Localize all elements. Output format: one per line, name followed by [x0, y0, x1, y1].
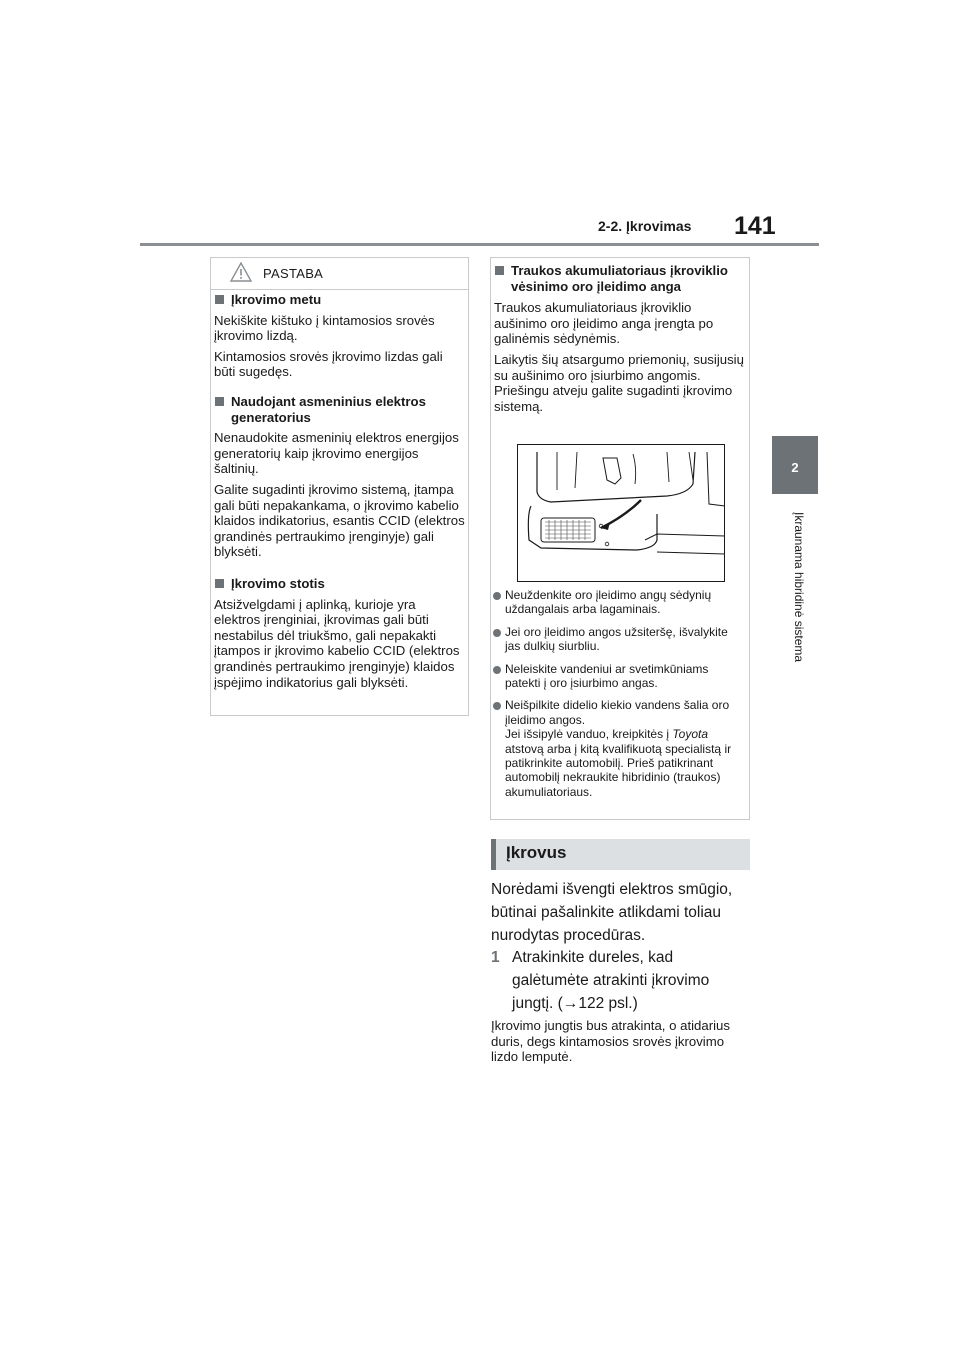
notice-box [210, 257, 469, 716]
air-intake-paragraph: Traukos akumuliatoriaus įkroviklio aušinimo oro įleidimo anga įrengta po galinėmis sėdynėmis. [494, 300, 714, 347]
list-item: Neuždenkite oro įleidimo angų sėdynių uždangalais arba lagaminais. [493, 588, 743, 617]
notice-paragraph: Galite sugadinti įkrovimo sistemą, įtampa gali būti nepakankama, o įkrovimo kabelio klaidos indikatorius, esantis CCID (elektros grandinės pertraukimo įrenginyje) gali blyksėti. [214, 481, 465, 560]
warning-triangle-icon [230, 262, 252, 282]
square-bullet-icon [215, 295, 224, 304]
step-item [491, 946, 753, 1015]
notice-heading: Įkrovimo stotis [213, 576, 465, 592]
circle-bullet-icon [493, 592, 501, 600]
air-intake-heading: Traukos akumuliatoriaus įkroviklio vėsinimo oro įleidimo anga [493, 263, 745, 294]
section-title: 2-2. Įkrovimas [598, 218, 692, 234]
chapter-number: 2 [791, 460, 799, 475]
list-item: Neleiskite vandeniui ar svetimkūniams patekti į oro įsiurbimo angas. [493, 662, 743, 691]
notice-paragraph: Nekiškite kištuko į kintamosios srovės įkrovimo lizdą. [214, 312, 435, 344]
header-rule [140, 243, 819, 246]
list-item: Jei oro įleidimo angos užsiteršę, išvalykite jas dulkių siurbliu. [493, 625, 743, 654]
circle-bullet-icon [493, 629, 501, 637]
air-intake-illustration [517, 444, 725, 582]
notice-section [213, 394, 465, 560]
notice-section [213, 292, 465, 380]
section-header [491, 839, 750, 870]
notice-header [211, 258, 468, 290]
notice-heading: Naudojant asmeninius elektros generatorius [213, 394, 465, 425]
section-header-title: Įkrovus [506, 843, 567, 862]
air-intake-paragraph: Laikytis šių atsargumo priemonių, susijusių su aušinimo oro įsiurbimo angomis. Priešingu atveju galite sugadinti įkrovimo sistemą. [494, 351, 744, 414]
air-intake-notice-box [490, 257, 750, 820]
notice-section [213, 576, 465, 690]
circle-bullet-icon [493, 702, 501, 710]
chapter-title: Įkraunama hibridinė sistema [792, 512, 806, 663]
circle-bullet-icon [493, 666, 501, 674]
square-bullet-icon [215, 397, 224, 406]
notice-heading: Įkrovimo metu [213, 292, 465, 308]
notice-paragraph: Atsižvelgdami į aplinką, kurioje yra elektros įrenginiai, įkrovimas gali būti nestabilus dėl triukšmo, gali nepakakti įtampos ir įkrovimo kabelio CCID (elektros grandinės pertraukimo įrenginyje) klaidos įspėjimo indikatorius gali blyksėti. [214, 596, 460, 690]
square-bullet-icon [495, 266, 504, 275]
notice-paragraph: Kintamosios srovės įkrovimo lizdas gali būti sugedęs. [214, 348, 443, 380]
page-number: 141 [734, 212, 776, 240]
list-item: Neišpilkite didelio kiekio vandens šalia oro įleidimo angos. Jei išsipylė vanduo, kreipkitės į Toyota atstovą arba į kitą kvalifikuotą specialistą ir patikrinkite automobilį. Prieš patikrinant automobilį nekraukite hibridinio (traukos) akumuliatoriaus. [493, 698, 743, 799]
air-intake-section [493, 263, 745, 414]
brand-name: Toyota [672, 727, 709, 742]
step-text: Atrakinkite dureles, kad galėtumėte atrakinti įkrovimo jungtį. (→122 psl.) [512, 949, 710, 1012]
step-note: Įkrovimo jungtis bus atrakinta, o atidarius duris, degs kintamosios srovės įkrovimo lizdo lemputė. [491, 1018, 730, 1065]
step-number: 1 [491, 949, 500, 966]
chapter-tab [772, 436, 818, 494]
intro-paragraph: Norėdami išvengti elektros smūgio, būtinai pašalinkite atlikdami toliau nurodytas procedūras. [491, 881, 733, 944]
notice-paragraph: Nenaudokite asmeninių elektros energijos generatorių kaip įkrovimo energijos šaltinių. [214, 430, 459, 477]
square-bullet-icon [215, 579, 224, 588]
notice-label: PASTABA [263, 266, 324, 281]
air-intake-bullet-list [493, 588, 743, 799]
